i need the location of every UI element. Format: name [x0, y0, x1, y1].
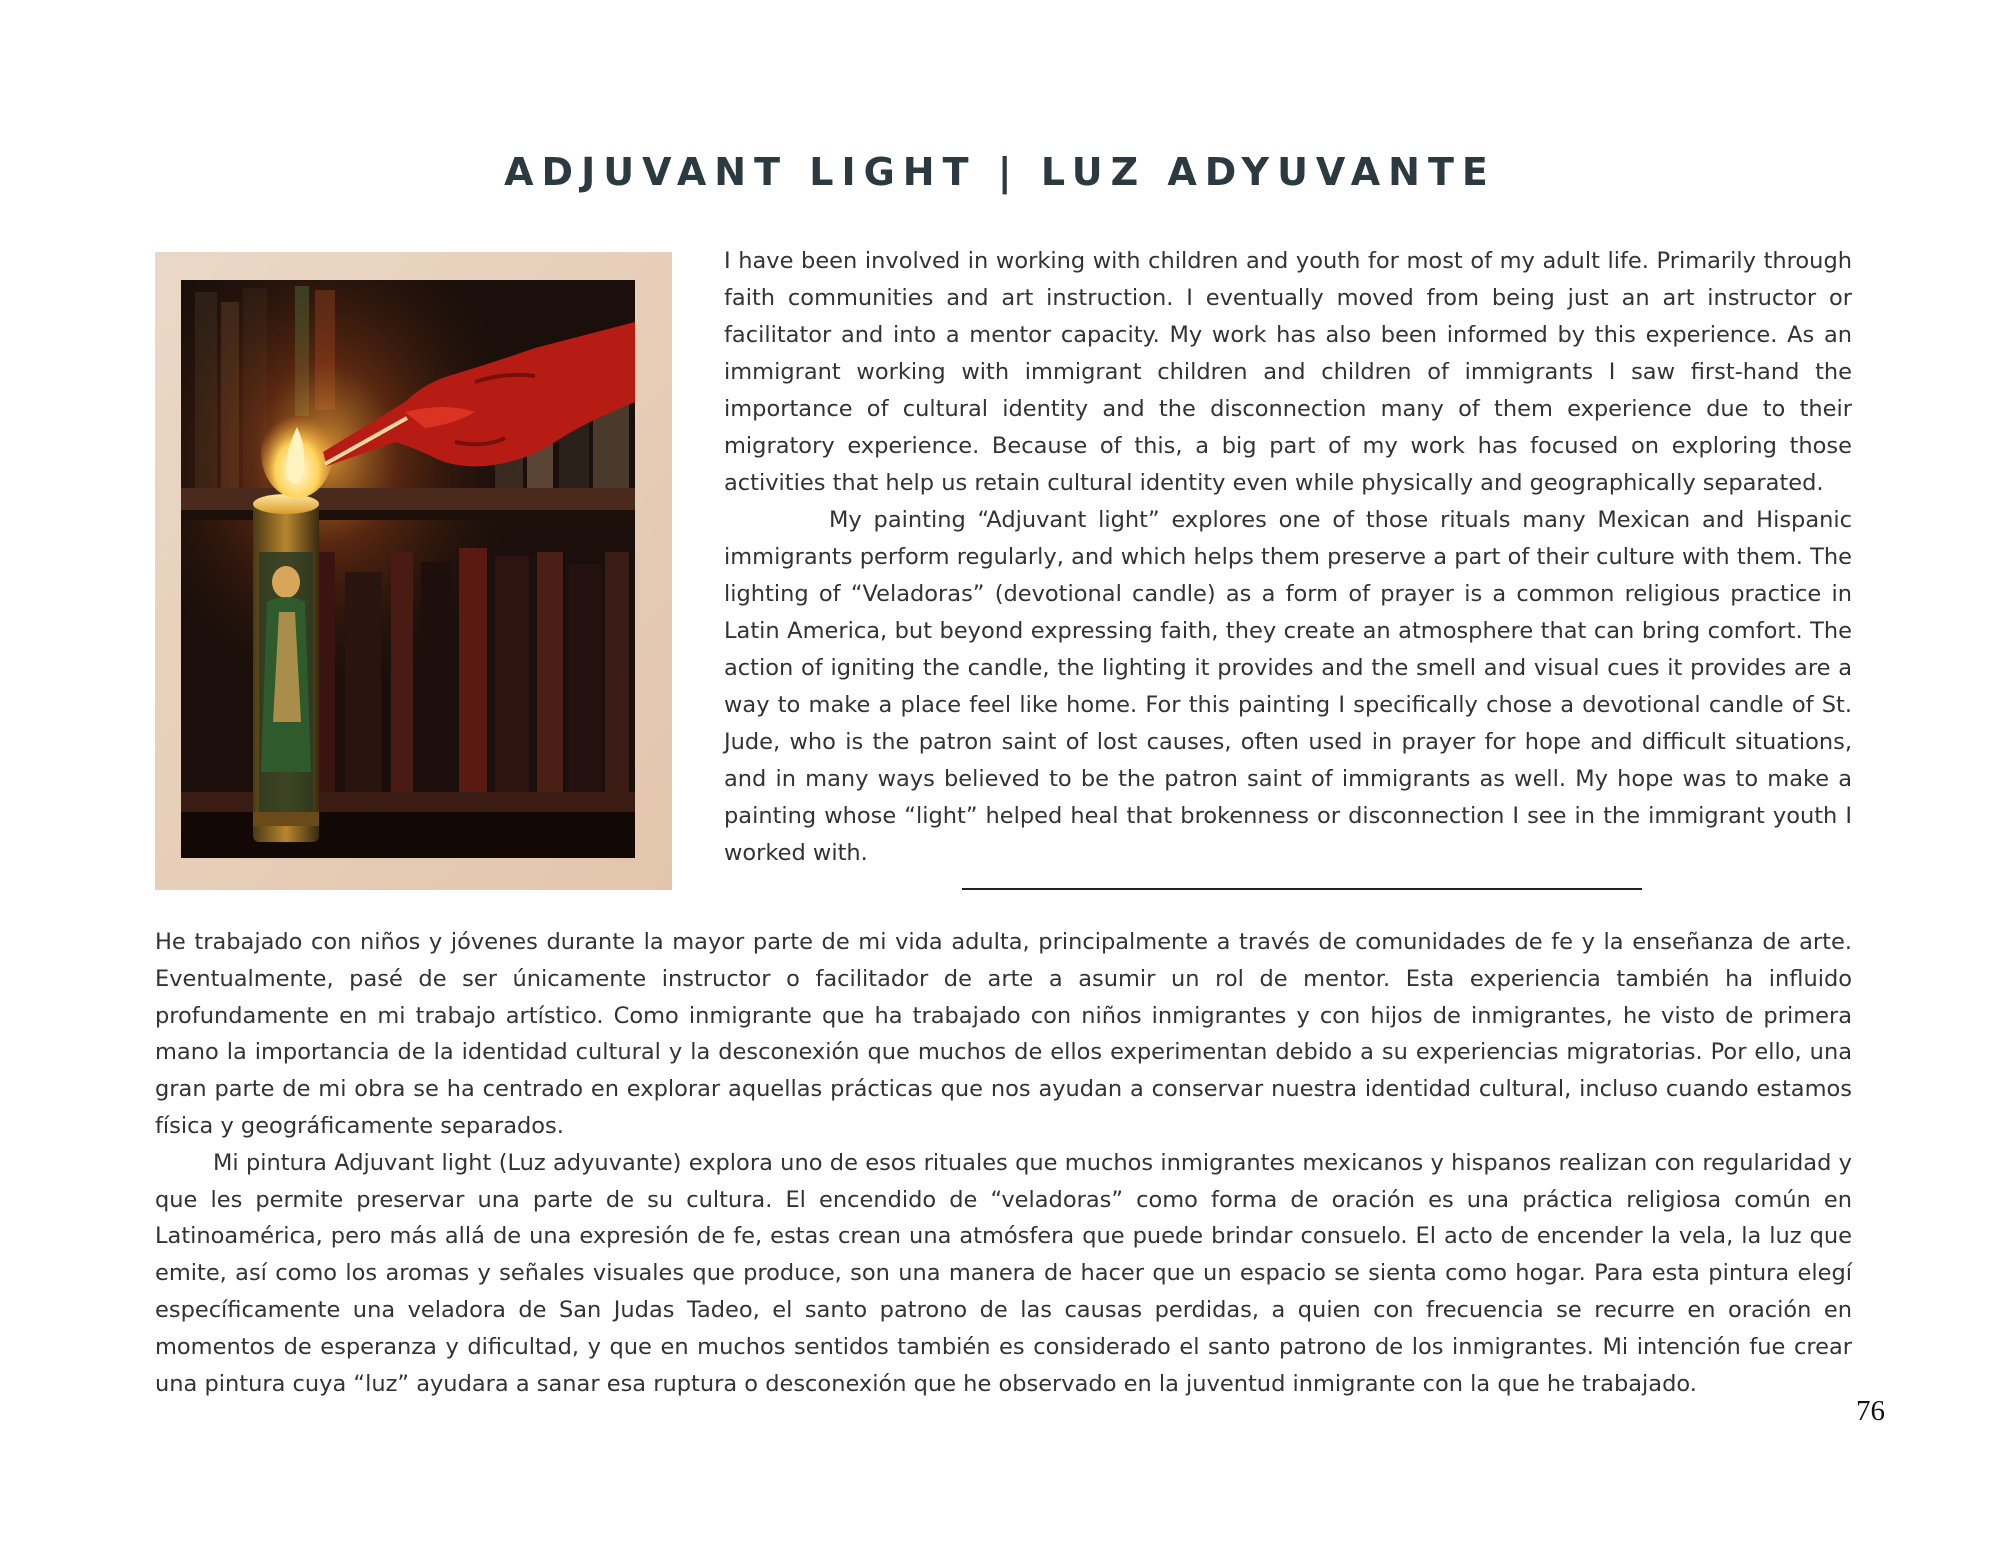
books-lower	[305, 548, 629, 792]
english-text-block	[724, 243, 1852, 872]
spanish-text-block	[155, 924, 1852, 1402]
page-title: ADJUVANT LIGHT | LUZ ADYUVANTE	[504, 150, 1496, 194]
candle-icon	[253, 494, 319, 842]
lower-shelf	[181, 792, 635, 812]
shelf-shadow	[181, 510, 635, 520]
spanish-paragraph-1: He trabajado con niños y jóvenes durante la mayor parte de mi vida adulta, principalmente a través de comunidades de fe y la enseñanza de arte. Eventualmente, pasé de ser únicamente instructor o facilitador de arte a asumir un rol de mentor. Esta experiencia también ha influido profundamente en mi trabajo artístico. Como inmigrante que ha trabajado con niños inmigrantes y con hijos de inmigrantes, he visto de primera mano la importancia de la identidad cultural y la desconexión que muchos de ellos experimentan debido a su experiencias migratorias. Por ello, una gran parte de mi obra se ha centrado en explorar aquellas prácticas que nos ayudan a conservar nuestra identidad cultural, incluso cuando estamos física y geográficamente separados.	[155, 929, 1852, 1139]
upper-shelf	[181, 488, 635, 510]
english-paragraph-2: My painting “Adjuvant light” explores one of those rituals many Mexican and Hispanic immigrants perform regularly, and which helps them preserve a part of their culture with them. The lighting of “Veladoras” (devotional candle) as a form of prayer is a common religious practice in Latin America, but beyond expressing faith, they create an atmosphere that can bring comfort. The action of igniting the candle, the lighting it provides and the smell and visual cues it provides are a way to make a place feel like home. For this painting I specifically chose a devotional candle of St. Jude, who is the patron saint of lost causes, often used in prayer for hope and difficult situations, and in many ways believed to be the patron saint of immigrants as well. My hope was to make a painting whose “light” helped heal that brokenness or disconnection I see in the immigrant youth I worked with.	[724, 507, 1852, 866]
english-paragraph-1: I have been involved in working with children and youth for most of my adult life. Primarily through faith communities and art instruction. I eventually moved from being just an art instructor or facilitator and into a mentor capacity. My work has also been informed by this experience. As an immigrant working with immigrant children and children of immigrants I saw first-hand the importance of cultural identity and the disconnection many of them experience due to their migratory experience. Because of this, a big part of my work has focused on exploring those activities that help us retain cultural identity even while physically and geographically separated.	[724, 248, 1852, 496]
painting-svg	[155, 252, 672, 890]
flame-icon	[261, 406, 333, 498]
canvas-bottom	[181, 812, 635, 858]
painting-image	[155, 252, 672, 890]
spanish-paragraph-2: Mi pintura Adjuvant light (Luz adyuvante) explora uno de esos rituales que muchos inmigrantes mexicanos y hispanos realizan con regularidad y que les permite preservar una parte de su cultura. El encendido de “veladoras” como forma de oración es una práctica religiosa común en Latinoamérica, pero más allá de una expresión de fe, estas crean una atmósfera que puede brindar consuelo. El acto de encender la vela, la luz que emite, así como los aromas y señales visuales que produce, son una manera de hacer que un espacio se sienta como hogar. Para esta pintura elegí específicamente una veladora de San Judas Tadeo, el santo patrono de las causas perdidas, a quien con frecuencia se recurre en oración en momentos de esperanza y dificultad, y que en muchos sentidos también es considerado el santo patrono de los inmigrantes. Mi intención fue crear una pintura cuya “luz” ayudara a sanar esa ruptura o desconexión que he observado en la juventud inmigrante con la que he trabajado.	[155, 1149, 1852, 1397]
section-divider	[962, 888, 1642, 890]
page-number: 76	[1856, 1395, 1885, 1427]
